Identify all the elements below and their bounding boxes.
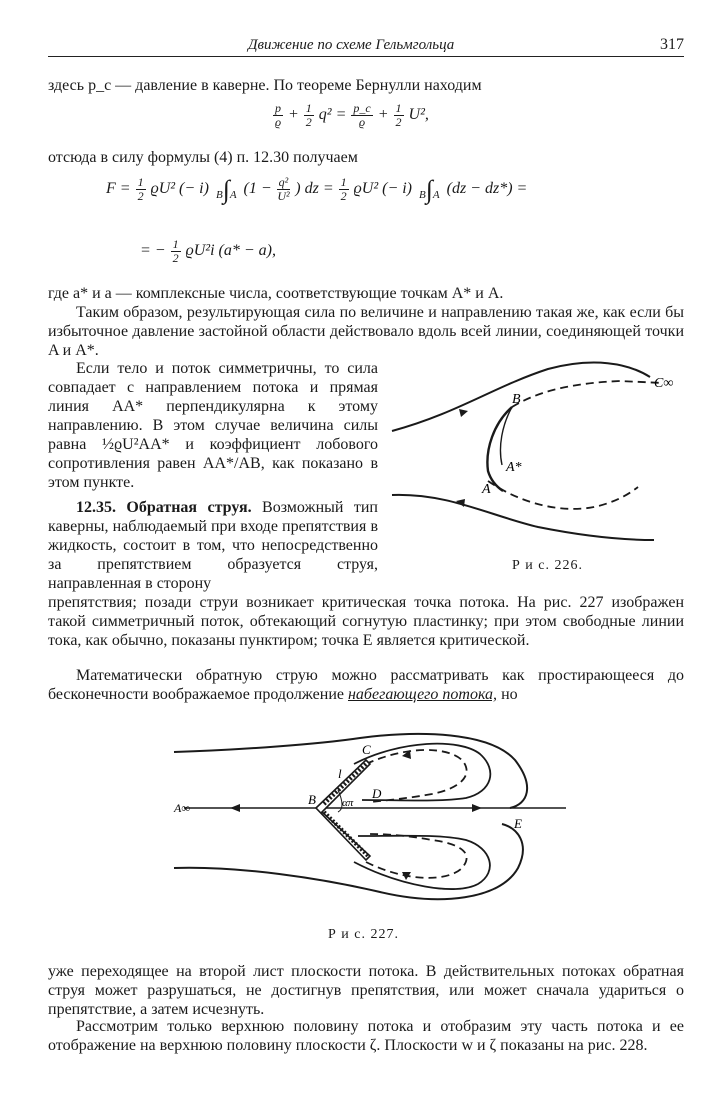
loop-lower (354, 836, 490, 889)
streamline-lower (392, 495, 654, 540)
fig226-label-A: A (482, 482, 491, 497)
section-heading: 12.35. Обратная струя. (76, 499, 252, 516)
paragraph-mathematical: Математически обратную струю можно рассматривать как простирающееся до бесконечности воображаемое продолжение набегающего потока, но (48, 667, 684, 703)
body-profile (487, 407, 512, 491)
formula-force-line2: = − $\frac{1}{2}$ ϱU²i (a* − a), (140, 237, 276, 265)
frac-half-2: $\frac{1}{2}$ (395, 101, 402, 129)
paragraph-formula-ref: отсюда в силу формулы (4) п. 12.30 получаем (48, 149, 358, 166)
paragraph-symmetric-body: Если тело и поток симметричны, то сила совпадает с направлением потока и прямая линия AA* перпендикулярна к этому направлению. В этом случае величина силы равна ½ϱU²AA* и коэффициент лобового сопротивления равен AA*/AB, как показано в этом пункте. (48, 360, 378, 491)
fig226-label-Astar: A* (506, 460, 522, 475)
paragraph-upper-half: Рассмотрим только верхнюю половину потока и отобразим эту часть потока и ее отображение на верхнюю половину плоскости ζ. Плоскости w и ζ показаны на рис. 228. (48, 1018, 684, 1054)
fig226-label-C: C∞ (654, 376, 674, 391)
formula-bernoulli: $\frac{p}{ϱ}$ + $\frac{1}{2}$ q² = $\frac{p\_c}{ϱ}$ + $\frac{1}{2}$ U², (274, 101, 429, 129)
fig227-label-Ainf: A∞ (174, 801, 190, 815)
running-header (48, 34, 684, 57)
paragraph-complex-numbers: где a* и a — комплексные числа, соответствующие точкам A* и A. (48, 285, 504, 302)
fig227-label-E: E (514, 816, 522, 831)
fig227-label-l: l (338, 766, 342, 781)
fig227-label-C: C (362, 742, 371, 757)
frac-p-rho: $\frac{p}{ϱ}$ (274, 101, 282, 129)
body-inner (500, 407, 512, 465)
paragraph-bernoulli-intro: здесь p_c — давление в каверне. По теореме Бернулли находим (48, 77, 482, 94)
axis-arrow-left (230, 804, 240, 812)
header-title: Движение по схеме Гельмгольца (248, 37, 455, 53)
paragraph-reverse-jet: 12.35. Обратная струя. Возможный тип каверны, наблюдаемый при входе препятствия в жидкость, состоит в том, что непосредственно за препятствием образуется струя, направленная в сторону (48, 499, 378, 592)
formula-force-line1: F = $\frac{1}{2}$ ϱU² (− i) B∫A (1 − $\frac{\text{q²}}{\text{U²}}$ ) dz = $\frac{1}{2}$ ϱU² (− i) B∫A (dz − dz*) = (106, 174, 528, 204)
fig227-label-D: D (372, 786, 382, 801)
frac-pc-rho: $\frac{p\_c}{ϱ}$ (353, 101, 371, 129)
streamline-upper-arrow (459, 409, 468, 417)
paragraph-second-sheet: уже переходящее на второй лист плоскости потока. В действительных потоках обратная струя может разрушаться, не достигнув препятствия, или может сначала удариться о препятствие, а затем исчезнуть. (48, 963, 684, 1018)
frac-half-1: $\frac{1}{2}$ (305, 101, 312, 129)
integral-2: B∫A (419, 174, 440, 204)
axis-arrow-right (472, 804, 482, 812)
figure-227 (170, 716, 570, 924)
paragraph-resultant-force: Таким образом, результирующая сила по величине и направлению такая же, как если бы избыточное давление застойной области действовало вдоль всей линии, соединяющей точки A и A*. (48, 304, 684, 359)
fig227-label-B: B (308, 792, 316, 807)
paragraph-reverse-jet-continued: препятствия; позади струи возникает критическая точка потока. На рис. 227 изображен такой симметричный поток, обтекающий согнутую пластинку; при этом свободные линии тока, как обычно, показаны пунктиром; точка E является критической. (48, 594, 684, 649)
integral-1: B∫A (215, 174, 237, 204)
page-number: 317 (660, 36, 684, 53)
figure-226 (388, 355, 688, 565)
fig227-label-alpha: απ (342, 797, 354, 809)
free-streamline-lower (488, 481, 638, 509)
bent-plate (316, 760, 370, 860)
fig226-label-B: B (512, 392, 521, 407)
fig227-caption: Р и с. 227. (328, 927, 399, 942)
fig226-caption: Р и с. 226. (512, 558, 583, 573)
free-streamline-upper (512, 381, 663, 407)
streamline-upper (392, 363, 650, 431)
free-streamline-lower (366, 834, 467, 878)
